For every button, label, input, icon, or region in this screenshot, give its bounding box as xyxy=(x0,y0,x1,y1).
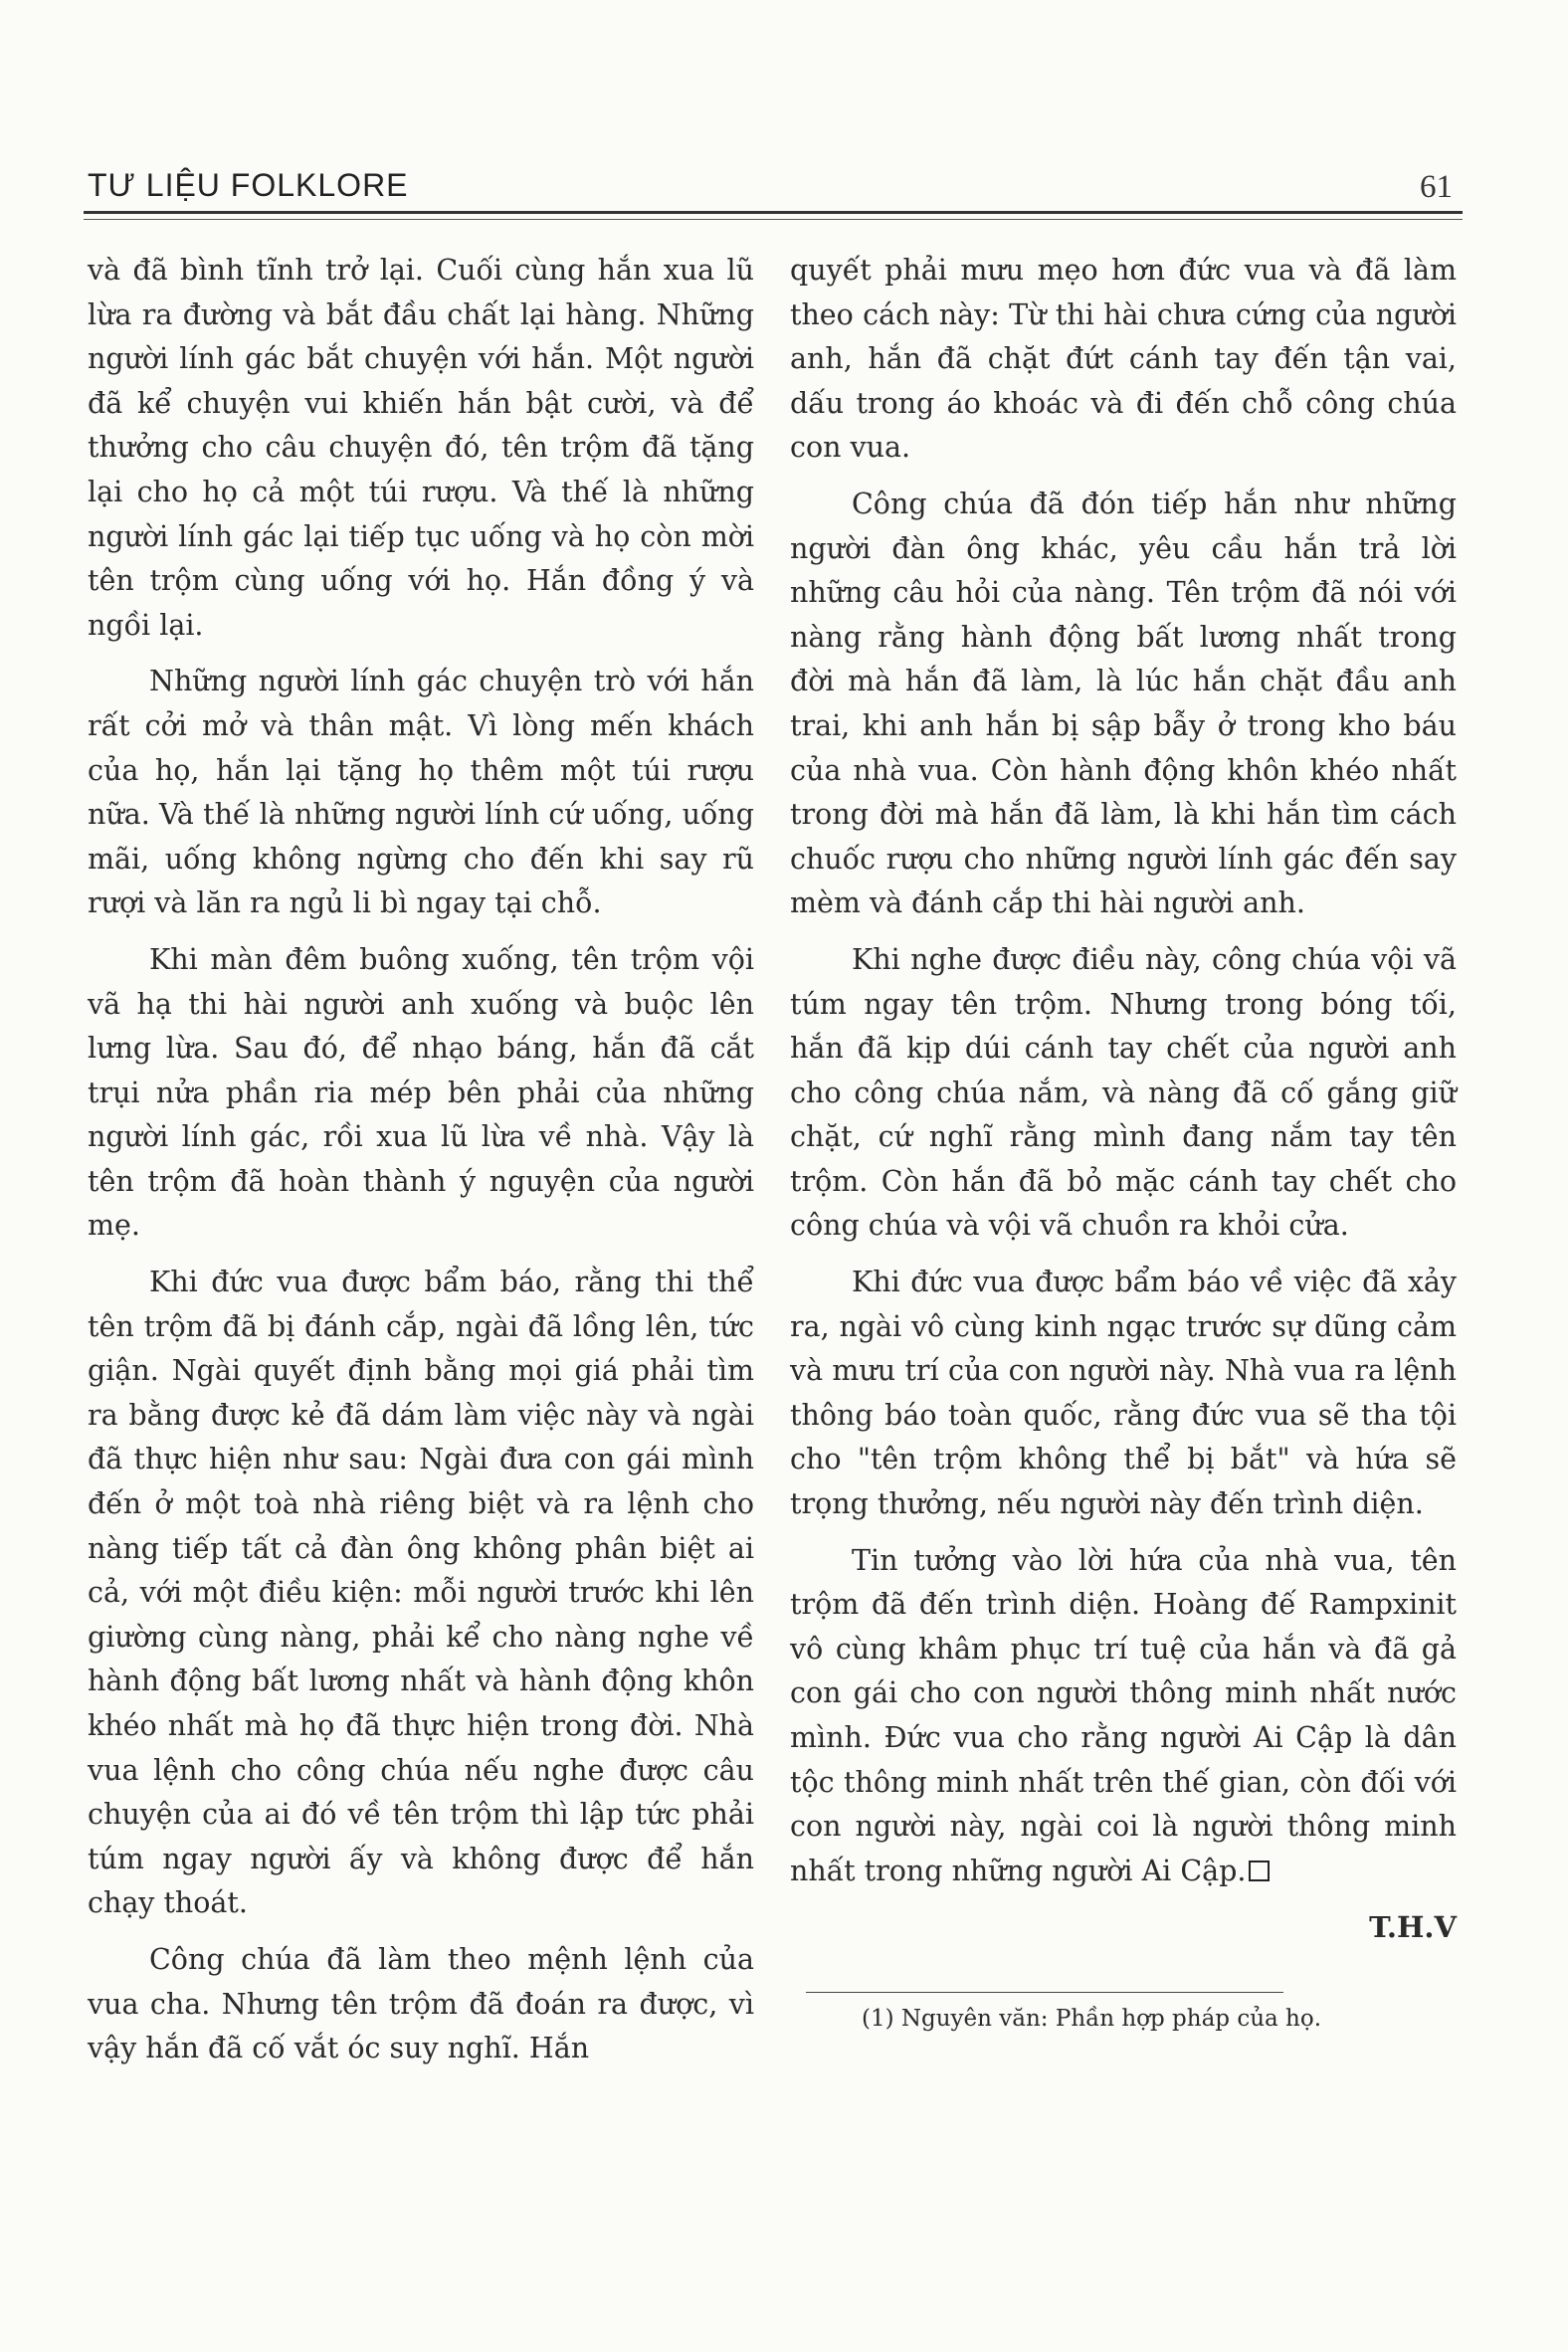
paragraph: quyết phải mưu mẹo hơn đức vua và đã làm theo cách này: Từ thi hài chưa cứng của người anh, hắn đã chặt đứt cánh tay đến tận vai, dấu trong áo khoác và đi đến chỗ công chúa con vua. xyxy=(790,254,1457,465)
paragraph-final xyxy=(790,1539,1457,1894)
running-title: TƯ LIỆU FOLKLORE xyxy=(88,167,409,203)
paragraph: Khi nghe được điều này, công chúa vội vã túm ngay tên trộm. Nhưng trong bóng tối, hắn đã kịp dúi cánh tay chết của người anh cho công chúa nắm, và nàng đã cố gắng giữ chặt, cứ nghĩ rằng mình đang nắm tay tên trộm. Còn hắn đã bỏ mặc cánh tay chết cho công chúa và vội vã chuồn ra khỏi cửa. xyxy=(790,942,1457,1243)
paragraph: Khi đức vua được bẩm báo về việc đã xảy ra, ngài vô cùng kinh ngạc trước sự dũng cảm và mưu trí của con người này. Nhà vua ra lệnh thông báo toàn quốc, rằng đức vua sẽ tha tội cho "tên trộm không thể bị bắt" và hứa sẽ trọng thưởng, nếu người này đến trình diện. xyxy=(790,1266,1457,1521)
paragraph: Khi màn đêm buông xuống, tên trộm vội vã hạ thi hài người anh xuống và buộc lên lưng lừa. Sau đó, để nhạo báng, hắn đã cắt trụi nửa phần ria mép bên phải của những người lính gác, rồi xua lũ lừa về nhà. Vậy là tên trộm đã hoàn thành ý nguyện của người mẹ. xyxy=(88,942,754,1243)
page-header xyxy=(84,167,1463,211)
page-number: 61 xyxy=(1420,169,1453,205)
footnote-rule xyxy=(806,1992,1283,1993)
paragraph: Khi đức vua được bẩm báo, rằng thi thể tên trộm đã bị đánh cắp, ngài đã lồng lên, tức giận. Ngài quyết định bằng mọi giá phải tìm ra bằng được kẻ đã dám làm việc này và ngài đã thực hiện như sau: Ngài đưa con gái mình đến ở một toà nhà riêng biệt và ra lệnh cho nàng tiếp tất cả đàn ông không phân biệt ai cả, với một điều kiện: mỗi người trước khi lên giường cùng nàng, phải kể cho nàng nghe về hành động bất lương nhất và hành động khôn khéo nhất mà họ đã thực hiện trong đời. Nhà vua lệnh cho công chúa nếu nghe được câu chuyện của ai đó về tên trộm thì lập tức phải túm ngay người ấy và không được để hắn chạy thoát. xyxy=(88,1266,754,1920)
author-signature: T.H.V xyxy=(1369,1910,1457,1945)
paragraph: và đã bình tĩnh trở lại. Cuối cùng hắn xua lũ lừa ra đường và bắt đầu chất lại hàng. Những người lính gác bắt chuyện với hắn. Một người đã kể chuyện vui khiến hắn bật cười, và để thưởng cho câu chuyện đó, tên trộm đã tặng lại cho họ cả một túi rượu. Và thế là những người lính gác lại tiếp tục uống và họ còn mời tên trộm cùng uống với họ. Hắn đồng ý và ngồi lại. xyxy=(88,254,754,642)
paragraph: Công chúa đã làm theo mệnh lệnh của vua cha. Nhưng tên trộm đã đoán ra được, vì vậy hắn đã cố vắt óc suy nghĩ. Hắn xyxy=(88,1942,754,2065)
right-column xyxy=(790,249,1457,2035)
end-of-article-icon xyxy=(1249,1861,1270,1881)
paragraph: Công chúa đã đón tiếp hắn như những người đàn ông khác, yêu cầu hắn trả lời những câu hỏi của nàng. Tên trộm đã nói với nàng rằng hành động bất lương nhất trong đời mà hắn đã làm, là lúc hắn chặt đầu anh trai, khi anh hắn bị sập bẫy ở trong kho báu của nhà vua. Còn hành động khôn khéo nhất trong đời mà hắn đã làm, là khi hắn tìm cách chuốc rượu cho những người lính gác đến say mèm và đánh cắp thi hài người anh. xyxy=(790,487,1457,920)
paragraph: Những người lính gác chuyện trò với hắn rất cởi mở và thân mật. Vì lòng mến khách của họ, hắn lại tặng họ thêm một túi rượu nữa. Và thế là những người lính cứ uống, uống mãi, uống không ngừng cho đến khi say rũ rượi và lăn ra ngủ li bì ngay tại chỗ. xyxy=(88,665,754,920)
paragraph-final-text: Tin tưởng vào lời hứa của nhà vua, tên trộm đã đến trình diện. Hoàng đế Rampxinit vô cùng khâm phục trí tuệ của hắn và đã gả con gái cho con người thông minh nhất nước mình. Đức vua cho rằng người Ai Cập là dân tộc thông minh nhất trên thế gian, còn đối với con người này, ngài coi là người thông minh nhất trong những người Ai Cập. xyxy=(790,1543,1457,1887)
left-column xyxy=(88,249,754,2083)
header-rule-thick xyxy=(84,211,1463,214)
footnote: (1) Nguyên văn: Phần hợp pháp của họ. xyxy=(862,2005,1322,2032)
header-rule-thin xyxy=(84,219,1463,220)
